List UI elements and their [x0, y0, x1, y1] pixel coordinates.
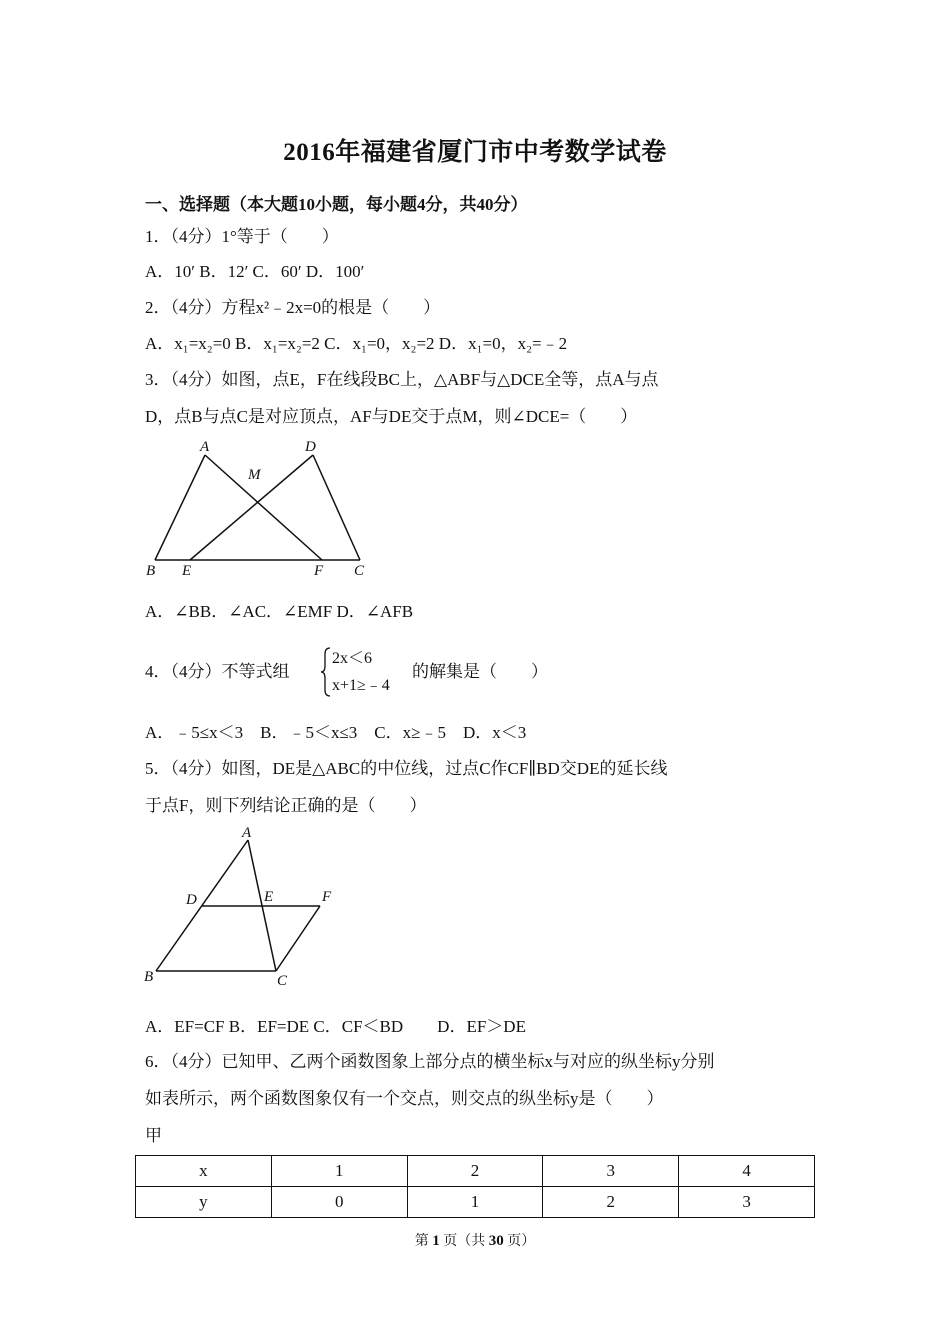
- page-title: 2016年福建省厦门市中考数学试卷: [283, 139, 667, 166]
- q3-figure: [140, 435, 380, 585]
- footer-post: 页）: [507, 1234, 536, 1249]
- q3-stem-line2: D，点B与点C是对应顶点，AF与DE交于点M，则∠DCE=（ ）: [145, 407, 638, 426]
- q6-stem-line2: 如表所示，两个函数图象仅有一个交点，则交点的纵坐标y是（ ）: [145, 1089, 664, 1108]
- q5-figure: [140, 823, 350, 993]
- q3-stem-line1: 3．（4分）如图，点E，F在线段BC上，△ABF与△DCE全等，点A与点: [145, 370, 659, 389]
- q2-options: A．x₁=x₂=0 B．x₁=x₂=2 C．x₁=0，x₂=2 D．x₁=0，x₂=﹣2: [145, 334, 568, 353]
- q4-inequality-1: 2x＜6: [332, 650, 373, 667]
- table-cell: 4: [679, 1156, 815, 1187]
- footer-page-number: 1: [432, 1233, 440, 1249]
- q3-label-b: B: [146, 563, 156, 579]
- q4-prefix: 4．（4分）不等式组: [145, 662, 290, 681]
- q3-label-e: E: [182, 563, 192, 579]
- q5-options: A．EF=CF B．EF=DE C．CF＜BD D．EF＞DE: [145, 1017, 526, 1036]
- q4-inequality-2: x+1≥﹣4: [332, 677, 390, 694]
- q5-label-f: F: [322, 889, 332, 905]
- q5-label-c: C: [277, 973, 288, 989]
- table-row: [136, 1187, 815, 1218]
- footer-mid: 页（共: [443, 1234, 486, 1249]
- q5-label-d: D: [186, 892, 197, 908]
- q1-options: A．10′ B．12′ C．60′ D．100′: [145, 262, 365, 281]
- table-cell: 3: [679, 1187, 815, 1218]
- table-cell: 2: [543, 1187, 679, 1218]
- q3-segment-af: [205, 455, 322, 560]
- table-row: [136, 1156, 815, 1187]
- q6-stem-line1: 6．（4分）已知甲、乙两个函数图象上部分点的横坐标x与对应的纵坐标y分别: [145, 1052, 715, 1071]
- q5-label-e: E: [264, 889, 274, 905]
- q5-label-a: A: [242, 825, 252, 841]
- q6-table-label: 甲: [145, 1126, 162, 1145]
- section-heading: 一、选择题（本大题10小题，每小题4分，共40分）: [145, 195, 528, 214]
- brace-icon: [320, 647, 332, 697]
- q3-label-a: A: [200, 439, 210, 455]
- q6-table: [135, 1155, 815, 1218]
- q3-label-c: C: [354, 563, 365, 579]
- table-cell: 0: [271, 1187, 407, 1218]
- q3-label-d: D: [305, 439, 316, 455]
- footer-pre: 第: [414, 1234, 429, 1249]
- table-cell: 1: [271, 1156, 407, 1187]
- q4-suffix: 的解集是（ ）: [412, 662, 548, 681]
- q3-segment-ab: [155, 455, 205, 560]
- q3-options: A．∠BB．∠AC．∠EMF D．∠AFB: [145, 602, 414, 621]
- q3-segment-dc: [313, 455, 360, 560]
- q5-label-b: B: [144, 969, 154, 985]
- page-footer: [0, 1230, 950, 1250]
- table-cell: y: [136, 1187, 272, 1218]
- q5-stem-line2: 于点F，则下列结论正确的是（ ）: [145, 796, 427, 815]
- q2-stem: 2．（4分）方程x²﹣2x=0的根是（ ）: [145, 298, 441, 317]
- q1-stem: 1．（4分）1°等于（ ）: [145, 227, 339, 246]
- table-cell: x: [136, 1156, 272, 1187]
- table-cell: 3: [543, 1156, 679, 1187]
- q3-label-f: F: [314, 563, 324, 579]
- q4-options: A．﹣5≤x＜3 B．﹣5＜x≤3 C．x≥﹣5 D．x＜3: [145, 723, 527, 742]
- q5-stem-line1: 5．（4分）如图，DE是△ABC的中位线，过点C作CF∥BD交DE的延长线: [145, 759, 668, 778]
- footer-total-pages: 30: [488, 1233, 504, 1249]
- table-cell: 2: [407, 1156, 543, 1187]
- q3-label-m: M: [248, 467, 261, 483]
- q4-inequality-system: [320, 645, 415, 697]
- table-cell: 1: [407, 1187, 543, 1218]
- q5-segment-cf: [276, 906, 320, 971]
